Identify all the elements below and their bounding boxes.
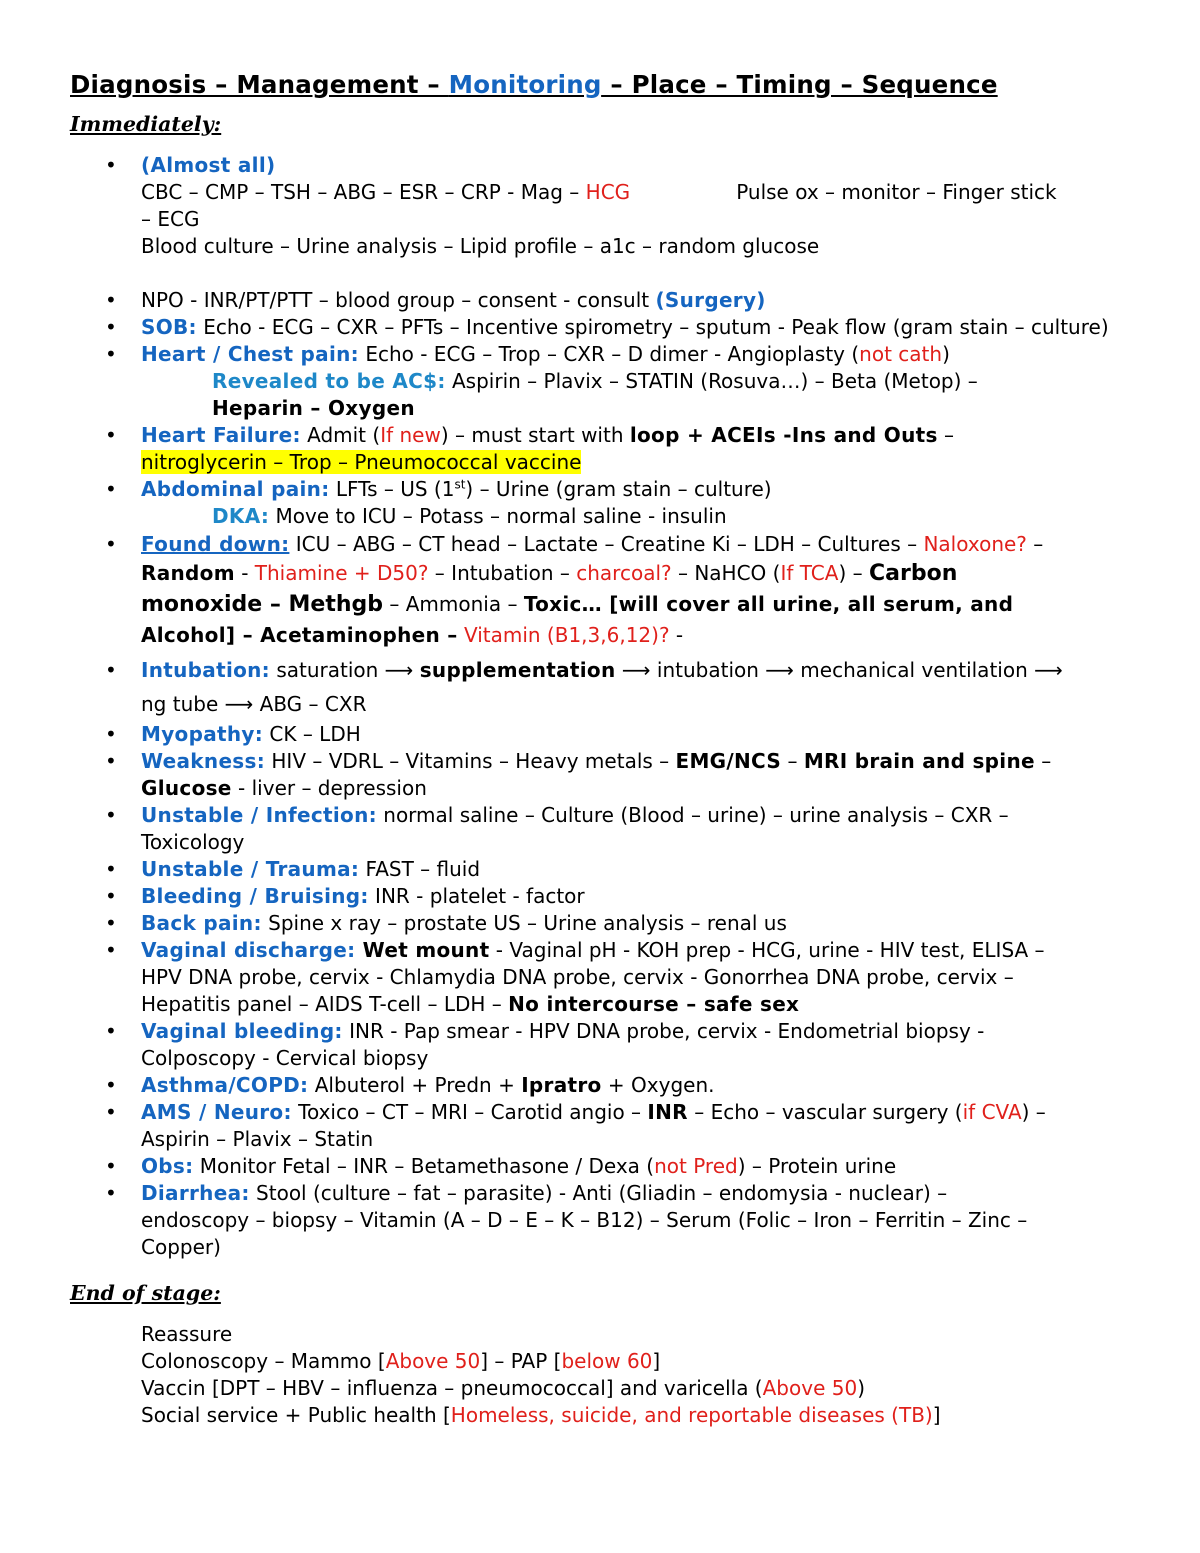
list-item-unstable-infection [70,802,1130,856]
list-item-myopathy [70,721,1130,748]
item-text: ) – Urine (gram stain – culture) [465,477,772,501]
item-label: Vaginal discharge: [141,938,356,962]
item-text: Social service + Public health [ [141,1403,451,1427]
item-text: ICU – ABG – CT head – Lactate – Creatine Ki – LDH – Cultures – [289,532,924,556]
item-label: Unstable / Trauma: [141,857,360,881]
item-label: Intubation: [141,658,270,682]
title-part-2: – Place – Timing – Sequence [601,70,998,99]
section-heading-end-of-stage: End of stage: [70,1281,221,1305]
list-item-sob [70,314,1130,341]
item-text: ) [942,342,950,366]
list-item-bleeding [70,883,1130,910]
bold-text: MRI brain and spine [803,749,1035,773]
item-text: Aspirin – Plavix – Statin [141,1127,374,1151]
highlighted-text: Pneumococcal vaccine [354,450,582,474]
end-of-stage-section [70,1279,1130,1429]
item-label: Abdominal pain: [141,477,330,501]
item-label: Weakness: [141,749,266,773]
item-text: + Oxygen. [601,1073,715,1097]
item-text: Monitor Fetal – INR – Betamethasone / Dexa ( [193,1154,655,1178]
item-text: – Ammonia – [383,592,524,616]
item-text: – NaHCO ( [671,561,781,585]
red-text: below 60 [561,1349,653,1373]
item-text: HPV DNA probe, cervix - Chlamydia DNA probe, cervix - Gonorrhea DNA probe, cervix – [141,965,1014,989]
item-text: FAST – fluid [359,857,481,881]
list-item-intubation [70,653,1130,721]
item-text: Blood culture – Urine analysis – Lipid profile – a1c – random glucose [141,234,820,258]
red-text: If TCA [780,561,839,585]
item-label: AMS / Neuro: [141,1100,292,1124]
item-label: SOB: [141,315,197,339]
item-text: Pulse ox – monitor – Finger stick [736,180,1057,204]
item-label: Vaginal bleeding: [141,1019,343,1043]
list-item-heart-failure [70,422,1130,476]
item-text: ) – [1021,1100,1046,1124]
item-text: NPO - INR/PT/PTT – blood group – consent - consult [141,288,656,312]
vaccine-line [141,1375,1130,1402]
bold-text: Heparin – Oxygen [212,396,415,420]
bold-text: INR [647,1100,688,1124]
item-text: – Intubation – [428,561,577,585]
list-item-abdominal [70,476,1130,530]
bold-text: Alcohol] – Acetaminophen – [141,623,458,647]
item-label: Obs: [141,1154,194,1178]
bold-text: supplementation [419,658,616,682]
title-part-1: Diagnosis – Management – [70,70,449,99]
item-label: Heart Failure: [141,423,301,447]
social-service-line [141,1402,1130,1429]
item-text: ] [932,1403,941,1427]
section-heading-immediately: Immediately: [70,112,222,136]
item-text: CBC – CMP – TSH – ABG – ESR – CRP - Mag – [141,180,586,204]
item-label: Bleeding / Bruising: [141,884,369,908]
sub-label: Revealed to be AC$: [212,369,446,393]
immediate-list [70,152,1130,1261]
item-text: - [234,561,255,585]
item-text: Echo - ECG – Trop – CXR – D dimer - Angioplasty ( [358,342,860,366]
item-label: Myopathy: [141,722,264,746]
dka-sub-item [141,503,1130,530]
highlighted-text: nitroglycerin – Trop – [141,450,355,474]
red-text: if CVA [962,1100,1022,1124]
bold-text: Carbon [869,561,958,586]
item-text: Vaccin [DPT – HBV – influenza – pneumococcal] and varicella ( [141,1376,763,1400]
list-item-back-pain [70,910,1130,937]
item-text: – [781,749,804,773]
red-text: charcoal? [576,561,672,585]
item-text: Move to ICU – Potass – normal saline - insulin [269,504,727,528]
item-text: ng tube ⟶ ABG – CXR [141,692,367,716]
bold-text: EMG/NCS [675,749,782,773]
item-text: ) – Protein urine [737,1154,897,1178]
bold-text: loop + ACEIs -Ins and Outs [629,423,938,447]
item-text: Colposcopy - Cervical biopsy [141,1046,429,1070]
item-text: Admit ( [300,423,381,447]
red-text: Thiamine + D50? [254,561,429,585]
item-text: Echo - ECG – CXR – PFTs – Incentive spirometry – sputum - Peak flow (gram stain – culture) [196,315,1109,339]
item-text: Colonoscopy – Mammo [ [141,1349,386,1373]
item-text: - liver – depression [231,776,427,800]
item-text: Spine x ray – prostate US – Urine analysis – renal us [261,911,787,935]
list-item-npo [70,287,1130,314]
item-label: Diarrhea: [141,1181,250,1205]
end-of-stage-lines [70,1321,1130,1429]
bold-text: Glucose [141,776,232,800]
item-text: ] – PAP [ [480,1349,562,1373]
list-item-almost-all [70,152,1130,287]
bold-text: Toxic… [will cover all urine, all serum, and [523,592,1014,616]
item-text: ] [652,1349,661,1373]
bold-text: Wet mount [355,938,490,962]
item-text: CK – LDH [263,722,361,746]
item-text: INR - Pap smear - HPV DNA probe, cervix - Endometrial biopsy - [342,1019,985,1043]
item-text: saturation ⟶ [269,658,420,682]
item-text: LFTs – US (1 [329,477,455,501]
colonoscopy-line [141,1348,1130,1375]
item-label: (Almost all) [141,153,276,177]
red-text: Above 50 [762,1376,858,1400]
item-label-link: Found down: [141,532,290,556]
item-text: Aspirin – Plavix – STATIN (Rosuva…) – Beta (Metop) – [445,369,978,393]
list-item-weakness [70,748,1130,802]
item-text: - Vaginal pH - KOH prep - HCG, urine - HIV test, ELISA – [489,938,1045,962]
item-text: ) [857,1376,865,1400]
item-text: – [937,423,955,447]
list-item-vaginal-discharge [70,937,1130,1018]
list-item-ams [70,1099,1130,1153]
not-cath-text: not cath [859,342,943,366]
list-item-asthma [70,1072,1130,1099]
red-text: Above 50 [385,1349,481,1373]
item-text: HIV – VDRL – Vitamins – Heavy metals – [265,749,676,773]
title-monitoring: Monitoring [448,70,602,99]
item-text: – [1034,749,1052,773]
superscript: st [454,477,466,492]
item-text: – [1026,532,1044,556]
item-text: Toxico – CT – MRI – Carotid angio – [291,1100,648,1124]
item-text: INR - platelet - factor [368,884,585,908]
item-text: Hepatitis panel – AIDS T-cell – LDH – [141,992,509,1016]
bold-text: Ipratro [521,1073,602,1097]
item-label: Heart / Chest pain: [141,342,359,366]
red-text: Vitamin (B1,3,6,12)? [457,623,670,647]
item-text: – ECG [141,207,200,231]
list-item-found-down [70,530,1130,650]
red-text: Naloxone? [923,532,1027,556]
item-text: endoscopy – biopsy – Vitamin (A – D – E – K – B12) – Serum (Folic – Iron – Ferritin – Zinc – [141,1208,1028,1232]
item-label: Unstable / Infection: [141,803,377,827]
sub-label: DKA: [212,504,270,528]
item-text: Stool (culture – fat – parasite) - Anti (Gliadin – endomysia - nuclear) – [249,1181,948,1205]
found-line-4 [141,621,1130,650]
item-text: Albuterol + Predn + [308,1073,522,1097]
item-text: ) – must start with [440,423,630,447]
bold-text: No intercourse – safe sex [508,992,800,1016]
item-text: Toxicology [141,830,245,854]
list-item-diarrhea [70,1180,1130,1261]
list-item-vaginal-bleeding [70,1018,1130,1072]
item-text: ⟶ intubation ⟶ mechanical ventilation ⟶ [615,658,1063,682]
surgery-text: (Surgery) [655,288,766,312]
item-label: Asthma/COPD: [141,1073,309,1097]
item-text: ) – [838,561,869,585]
item-text: Copper) [141,1235,221,1259]
red-text: not Pred [654,1154,738,1178]
red-text: Homeless, suicide, and reportable diseases (TB) [450,1403,933,1427]
item-text: normal saline – Culture (Blood – urine) – urine analysis – CXR – [376,803,1009,827]
reassure-line: Reassure [141,1322,233,1346]
list-item-obs [70,1153,1130,1180]
item-label: Back pain: [141,911,262,935]
hcg-text: HCG [585,180,631,204]
found-line-3 [141,588,1130,621]
item-text: - [669,623,684,647]
acs-sub-item [141,368,1130,422]
document [70,68,1130,1429]
if-new-text: If new [380,423,441,447]
bold-text: monoxide – Methgb [141,592,384,617]
list-item-heart [70,341,1130,422]
list-item-unstable-trauma [70,856,1130,883]
page-title [70,68,1130,102]
bold-text: Random [141,561,235,585]
item-text: – Echo – vascular surgery ( [687,1100,963,1124]
